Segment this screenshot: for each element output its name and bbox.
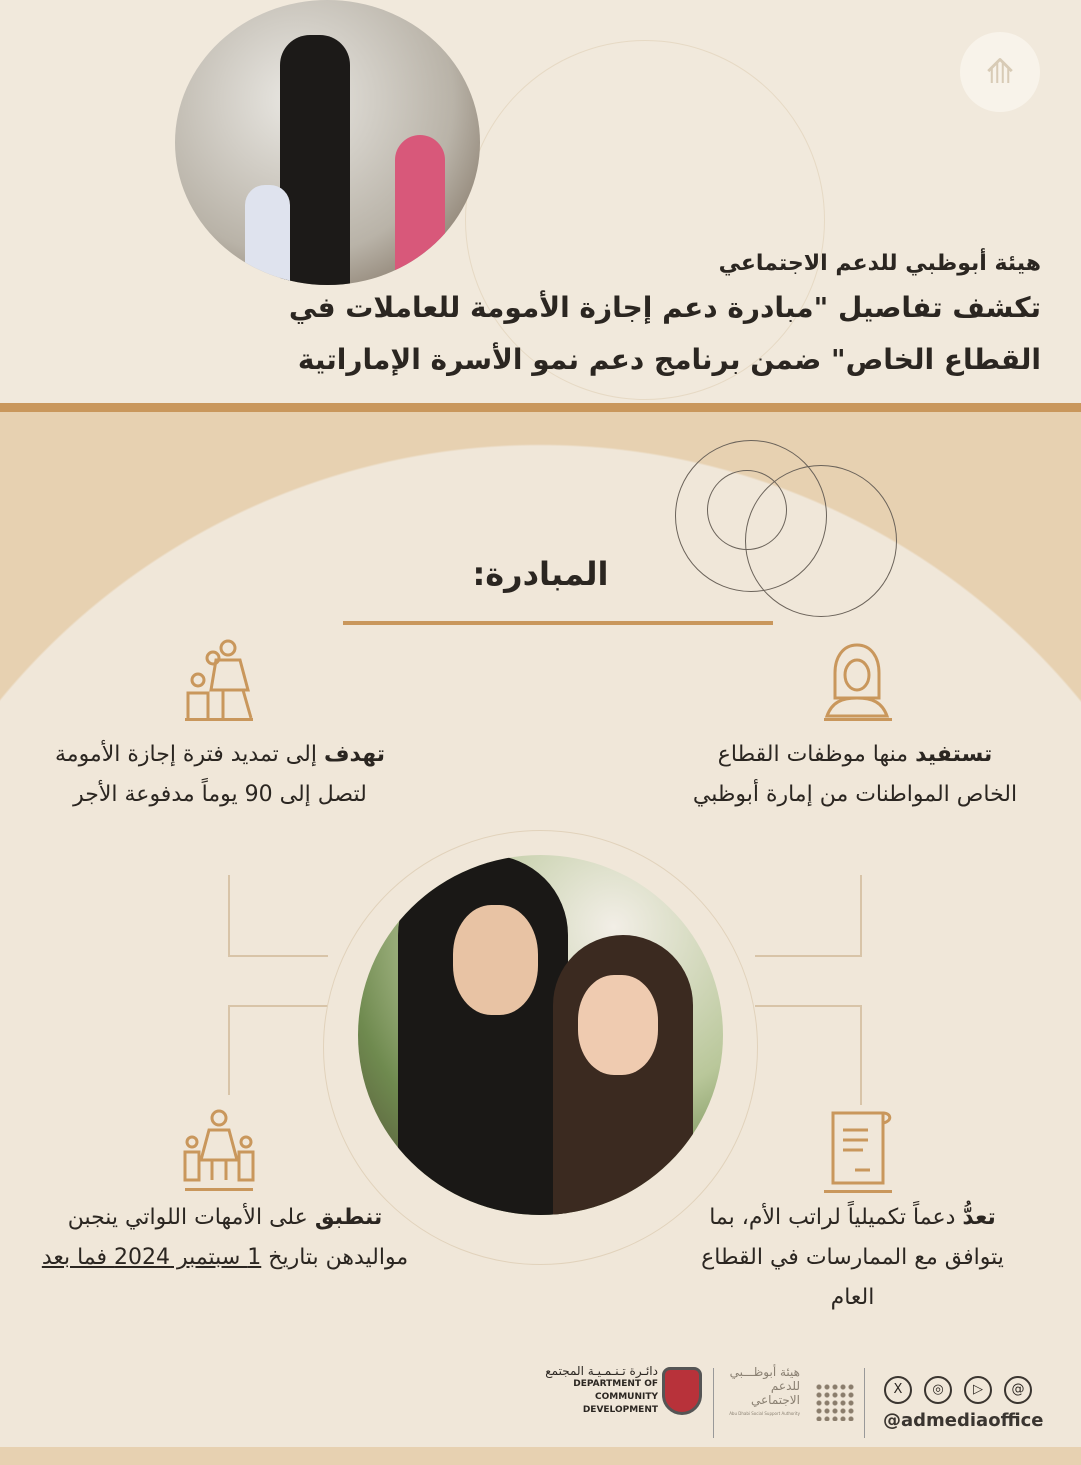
initiative-item-goal <box>40 735 400 815</box>
x-icon[interactable]: X <box>884 1376 912 1404</box>
ssa-name-en: Abu Dhabi Social Support Authority <box>729 1411 800 1416</box>
header-photo <box>175 0 480 285</box>
dcd-name-en-1: DEPARTMENT OF COMMUNITY <box>573 1379 658 1402</box>
social-handle[interactable]: @admediaoffice <box>883 1410 1044 1431</box>
initiative-item-supplement <box>680 1198 1025 1318</box>
family-icon <box>180 1108 258 1183</box>
icon-underline <box>185 718 253 721</box>
header-text <box>30 246 1041 386</box>
ssa-name-ar-1: هيئة أبوظـــبي <box>729 1365 800 1379</box>
item-text: إلى تمديد فترة إجازة الأمومة لتصل إلى 90 يوماً مدفوعة الأجر <box>54 742 367 807</box>
org-name: هيئة أبوظبي للدعم الاجتماعي <box>718 251 1041 276</box>
item-bold: تعدُّ <box>962 1205 996 1230</box>
title-line-1: تكشف تفاصيل "مبادرة دعم إجازة الأمومة للعاملات في <box>288 291 1041 324</box>
salary-document-icon <box>825 1108 897 1188</box>
item-text: دعماً تكميلياً لراتب الأم، بما يتوافق مع الممارسات في القطاع العام <box>701 1205 1004 1310</box>
woman-hijab-icon <box>822 640 892 720</box>
social-links <box>878 1376 1068 1404</box>
section-title: المبادرة: <box>472 555 609 593</box>
eligibility-date: 1 سبتمبر 2024 فما بعد <box>41 1245 262 1270</box>
title-line-2: القطاع الخاص" ضمن برنامج دعم نمو الأسرة الإماراتية <box>297 343 1041 376</box>
dcd-name-ar: دائـرة تـنـمـيـة المجتمع <box>545 1364 658 1378</box>
header-section <box>0 0 1081 403</box>
instagram-icon[interactable]: ◎ <box>924 1376 952 1404</box>
mother-daughter-photo <box>358 855 723 1215</box>
ssa-name-ar-2: للدعم الاجتماعي <box>751 1379 800 1407</box>
item-bold: تستفيد <box>915 742 993 767</box>
dcd-name-en-2: DEVELOPMENT <box>582 1405 658 1415</box>
item-text: على الأمهات اللواتي ينجبن مواليدهن بتاريخ <box>67 1205 409 1270</box>
item-bold: تهدف <box>323 742 385 767</box>
ssa-logo-text <box>720 1365 800 1421</box>
youtube-icon[interactable]: ▷ <box>964 1376 992 1404</box>
divider-band <box>0 403 1081 412</box>
initiative-item-beneficiaries <box>690 735 1020 815</box>
dcd-logo-text <box>520 1365 658 1417</box>
section-underline <box>343 621 773 625</box>
icon-underline <box>824 1190 892 1193</box>
mother-children-icon <box>183 638 258 720</box>
threads-icon[interactable]: @ <box>1004 1376 1032 1404</box>
abu-dhabi-emblem-icon <box>662 1367 702 1415</box>
bottom-band <box>0 1447 1081 1465</box>
logo-falcon-icon: ⟰ <box>960 32 1040 112</box>
icon-underline <box>824 718 892 721</box>
decor-ring <box>707 470 787 550</box>
item-bold: تنطبق <box>314 1205 383 1230</box>
icon-underline <box>185 1188 253 1191</box>
item-text: منها موظفات القطاع الخاص المواطنات من إمارة أبوظبي <box>692 742 1018 807</box>
initiative-item-eligibility <box>30 1198 420 1278</box>
ssa-logo-icon <box>815 1383 855 1421</box>
